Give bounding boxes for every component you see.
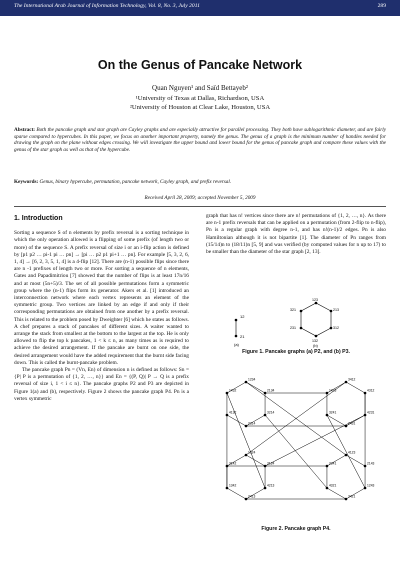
- graph-node: [364, 392, 367, 395]
- subfigure-a-label: (a): [234, 342, 239, 347]
- graph-node: [364, 414, 367, 417]
- graph-node: [326, 392, 329, 395]
- graph-node-label: 2341: [328, 461, 337, 466]
- journal-name: The International Arab Journal of Information Technology, Vol. 8, No. 3, July 2011: [14, 3, 200, 9]
- graph-node: [345, 381, 348, 384]
- graph-node-label: 1342: [228, 483, 237, 488]
- graph-node-label: 2413: [248, 494, 256, 499]
- p3-node-label: 321: [290, 308, 296, 312]
- figure-1: [206, 298, 386, 348]
- figure-1-caption: Figure 1. Pancake graphs (a) P2, and (b) P3.: [242, 349, 350, 355]
- graph-node-label: 4213: [267, 483, 275, 488]
- graph-node: [345, 425, 348, 428]
- divider: [14, 206, 386, 207]
- graph-node-label: 1432: [228, 388, 237, 393]
- graph-node-label: 4312: [367, 388, 375, 393]
- intro-paragraph-2: The pancake graph Pn = (Vn, En) of dimension n is defined as follows: Sn = {P| P is a permutation of {1, 2, …, n}} and En = {(P, Q)| P → Q is a prefix reversal of size i, 1 < i ≤ n}. The pancake graphs P2 and P3 are depicted in Figure 1(a) and (b), respectively. Figure 2 shows the pancake graph P4. Pn is a vertex symmetric: [14, 367, 189, 402]
- p2-node-label: 21: [240, 334, 245, 339]
- abstract: [14, 127, 386, 154]
- graph-node-label: 4123: [348, 450, 356, 455]
- author-list: Quan Nguyen¹ and Saïd Bettayeb²: [152, 84, 248, 92]
- graph-edge: [227, 488, 246, 499]
- graph-edge: [346, 382, 365, 393]
- graph-node-label: 3142: [228, 461, 237, 466]
- graph-node: [326, 414, 329, 417]
- graph-node: [364, 487, 367, 490]
- graph-node-label: 3124: [267, 461, 275, 466]
- graph-node: [264, 414, 267, 417]
- section-heading: 1. Introduction: [14, 215, 63, 222]
- graph-node-label: 1243: [367, 483, 375, 488]
- received-dates: Received April 28, 2009; accepted November 5, 2009: [144, 195, 256, 201]
- graph-node: [264, 465, 267, 468]
- figure-2-caption: Figure 2. Pancake graph P4.: [261, 526, 331, 532]
- left-column: [14, 213, 189, 403]
- graph-node: [264, 487, 267, 490]
- keywords: [14, 179, 386, 185]
- graph-node-label: 3421: [348, 494, 356, 499]
- graph-node-label: 3241: [328, 410, 337, 415]
- graph-node: [345, 498, 348, 501]
- p3-node-label: 123: [312, 298, 318, 302]
- page-number: 289: [377, 3, 386, 9]
- keywords-label: Keywords:: [14, 179, 39, 185]
- graph-node: [245, 498, 248, 501]
- graph-node-label: 4231: [367, 410, 375, 415]
- intro-paragraph-3: graph that has n! vertices since there are n! permutations of {1, 2, …, n}. As there are n-1 prefix reversals that can be applied on a permutation (from 2-flip to n-flip), Pn is a regular graph with degree n-1, and has n!(n-1)/2 edges. Pn is also Hamiltonian although it is not bipartite [1]. The diameter of Pn ranges from (15/14)n to (18/11)n [5, 9] and was verified (by computed values for n up to 17) to be smaller than the diameter of the star graph [2, 13].: [206, 213, 386, 256]
- journal-header: [0, 0, 400, 16]
- graph-node-label: 4132: [228, 410, 237, 415]
- graph-node-label: 2143: [367, 461, 375, 466]
- affiliation-2: ²University of Houston at Clear Lake, Houston, USA: [129, 104, 271, 111]
- graph-node: [226, 487, 229, 490]
- right-column: [206, 213, 386, 256]
- keywords-text: Genus, binary hypercube, permutation, pancake network, Cayley graph, and prefix reversal.: [39, 179, 232, 185]
- graph-node: [226, 392, 229, 395]
- graph-node-label: 3412: [348, 377, 356, 382]
- graph-node-label: 3214: [267, 410, 275, 415]
- intro-paragraph-1: Sorting a sequence S of n elements by prefix reversal is a sorting technique in which the only operation allowed is a flipping of some prefix (of length two or more) of the sequence S. A prefix reversal of size i or an i-flip action is defined by [p1 p2 … pi-1 pi … pn] → [pi … p2 p1 pi+1 … pn]. For example [5, 3, 2, 6, 1, 4] → [6, 2, 3, 5, 1, 4] is a 4-flip [12]. There are (n-1) possible flips since there are n -1 prefixes of length two or more. For sorting a sequence of n elements, Gates and Papadimitriou [7] showed that the number of flips is at least 17n/16 and at most (5n+5)/3. The set of all possible permutations form a symmetric group where the (n-1) flips form its generator. Akers et al. [1] introduced an interconnection network where each vertex represents an element of the symmetric group. Two vertices are linked by an edge if and only if their corresponding permutations are obtained from one another by a prefix reversal. This is related to the problem posed by Dweighter [6] which he states as follows. A chef prepares a stack of pancakes of different sizes. A waiter wanted to arrange the stack from smallest at the bottom to the largest at the top. He is only allowed to flip the top k pancakes, 1 < k ≤ n, as many times as is required to achieve the desired arrangement. If the pancake are burnt on one side, the desired arrangement would have the added requirement that the burnt side facing down. This is called the burnt-pancake problem.: [14, 230, 189, 366]
- graph-node-label: 2431: [348, 421, 356, 426]
- graph-node: [364, 465, 367, 468]
- graph-node-label: 2134: [267, 388, 275, 393]
- graph-node: [245, 381, 248, 384]
- graph-node: [345, 454, 348, 457]
- graph-node-label: 1324: [248, 450, 256, 455]
- graph-node-label: 2314: [248, 421, 256, 426]
- paper-title: On the Genus of Pancake Network: [97, 58, 303, 72]
- subfigure-b-label: (b): [313, 343, 318, 348]
- p2-node-label: 12: [240, 314, 245, 319]
- graph-node: [226, 414, 229, 417]
- abstract-text: Both the pancake graph and star graph are Cayley graphs and are especially attractive for parallel processing. They both have sublogarithmic diameter, and are fairly sparse compared to hypercubes. In this paper, we focus on another important property, namely the genus. The genus of a graph is the minimum number of handles needed for drawing the graph on the plane without edges crossing. We will investigate the upper bound and lower bound for the genus of pancake graph and compare these values with the genus of the star graph as well as that of the hypercube.: [14, 127, 386, 154]
- graph-node: [264, 392, 267, 395]
- p3-node-label: 231: [290, 326, 296, 330]
- p3-node-label: 132: [312, 339, 318, 343]
- figure-2: [206, 359, 386, 522]
- graph-edge: [246, 382, 265, 393]
- graph-node: [326, 465, 329, 468]
- p3-node-label: 213: [333, 308, 339, 312]
- graph-edge: [327, 488, 346, 499]
- graph-node: [245, 425, 248, 428]
- affiliation-1: ¹University of Texas at Dallas, Richardson, USA: [135, 95, 265, 102]
- graph-node: [245, 454, 248, 457]
- graph-node-label: 4321: [328, 483, 337, 488]
- graph-edge: [227, 393, 265, 488]
- graph-node-label: 1234: [248, 377, 256, 382]
- abstract-label: Abstract:: [14, 127, 36, 133]
- graph-node: [326, 487, 329, 490]
- graph-node: [226, 465, 229, 468]
- graph-node-label: 1423: [328, 388, 337, 393]
- p3-node-label: 312: [333, 326, 339, 330]
